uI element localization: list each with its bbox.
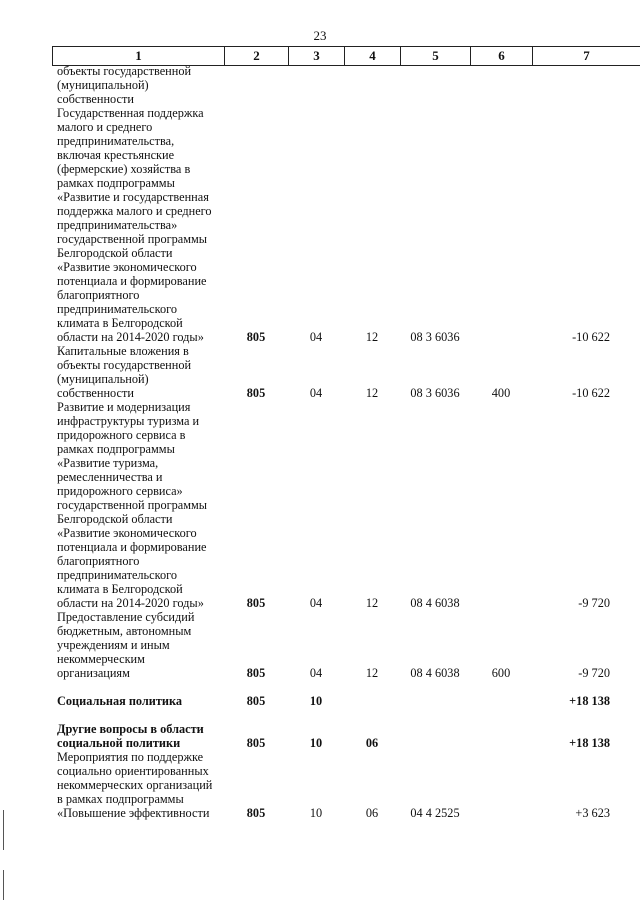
description-line: некоммерческих организаций	[57, 778, 213, 792]
cell-col-2: 805	[246, 386, 266, 400]
cell-col-5: 08 3 6036	[410, 330, 460, 344]
table-row	[52, 610, 640, 680]
description-line: социальной политики	[57, 736, 181, 750]
table-row	[52, 400, 640, 610]
description-line: некоммерческим	[57, 652, 145, 666]
description-line: Государственная поддержка	[57, 106, 204, 120]
cell-col-7: -10 622	[572, 330, 610, 344]
cell-col-6	[470, 806, 532, 820]
description-line: Белгородской области	[57, 512, 173, 526]
description-line: Мероприятия по поддержке	[57, 750, 204, 764]
cell-col-3: 04	[309, 666, 323, 680]
cell-col-3: 04	[309, 386, 323, 400]
description-line: потенциала и формирование	[57, 540, 207, 554]
description-line: «Развитие экономического	[57, 526, 197, 540]
page-number: 23	[313, 28, 327, 43]
description-line: инфраструктуры туризма и	[57, 414, 200, 428]
description-line: «Развитие туризма,	[57, 456, 159, 470]
description-line: Капитальные вложения в	[57, 344, 189, 358]
description-line: (муниципальной)	[57, 372, 149, 386]
cell-col-5	[400, 736, 470, 750]
description-line: Предоставление субсидий	[57, 610, 195, 624]
description-line: объекты государственной	[57, 64, 192, 78]
table-body	[52, 64, 640, 820]
description-line: Развитие и модернизация	[57, 400, 191, 414]
cell-col-3: 10	[309, 694, 323, 708]
cell-col-7	[532, 92, 640, 106]
header-col-6: 6	[470, 47, 532, 65]
description-line: предпринимательского	[57, 302, 178, 316]
description-line: рамках подпрограммы	[57, 176, 175, 190]
description-line: объекты государственной	[57, 358, 192, 372]
cell-col-6	[470, 330, 532, 344]
cell-col-2	[224, 92, 288, 106]
margin-mark	[3, 810, 4, 850]
table-row	[52, 722, 640, 750]
cell-col-5: 08 3 6036	[410, 386, 460, 400]
row-description	[52, 400, 225, 610]
description-line: придорожного сервиса»	[57, 484, 183, 498]
row-description	[52, 610, 225, 680]
header-col-5: 5	[400, 47, 470, 65]
header-col-1: 1	[52, 47, 224, 65]
cell-col-7: -9 720	[578, 666, 610, 680]
cell-col-6: 400	[491, 386, 511, 400]
cell-col-5	[400, 92, 470, 106]
cell-col-4: 12	[365, 596, 379, 610]
cell-col-7: +18 138	[569, 694, 610, 708]
table-row	[52, 64, 640, 106]
cell-col-6	[470, 736, 532, 750]
cell-col-4: 06	[365, 806, 379, 820]
cell-col-4: 06	[365, 736, 379, 750]
cell-col-2: 805	[246, 694, 266, 708]
cell-col-7: -10 622	[572, 386, 610, 400]
cell-col-4: 12	[365, 386, 379, 400]
description-line: малого и среднего	[57, 120, 153, 134]
description-line: (фермерские) хозяйства в	[57, 162, 191, 176]
margin-mark	[3, 870, 4, 900]
table-row	[52, 750, 640, 820]
row-description	[52, 750, 225, 820]
cell-col-5: 08 4 6038	[410, 666, 460, 680]
description-line: области на 2014-2020 годы»	[57, 596, 204, 610]
description-line: организациям	[57, 666, 130, 680]
description-line: Белгородской области	[57, 246, 173, 260]
row-description	[52, 106, 225, 344]
cell-col-5: 04 4 2525	[410, 806, 460, 820]
cell-col-3: 04	[309, 596, 323, 610]
cell-col-7: +3 623	[575, 806, 610, 820]
cell-col-3: 04	[309, 330, 323, 344]
header-col-4: 4	[344, 47, 400, 65]
description-line: Другие вопросы в области	[57, 722, 204, 736]
description-line: учреждениям и иным	[57, 638, 170, 652]
description-line: поддержка малого и среднего	[57, 204, 212, 218]
cell-col-2: 805	[246, 666, 266, 680]
cell-col-3: 10	[309, 736, 323, 750]
table-header	[52, 46, 640, 66]
description-line: «Повышение эффективности	[57, 806, 210, 820]
description-line: государственной программы	[57, 498, 208, 512]
cell-col-7: +18 138	[569, 736, 610, 750]
description-line: Социальная политика	[57, 694, 183, 708]
cell-col-5: 08 4 6038	[410, 596, 460, 610]
cell-col-6	[470, 694, 532, 708]
row-description	[52, 694, 225, 708]
cell-col-3	[288, 92, 344, 106]
cell-col-3: 10	[309, 806, 323, 820]
description-line: климата в Белгородской	[57, 316, 183, 330]
description-line: придорожного сервиса в	[57, 428, 186, 442]
description-line: области на 2014-2020 годы»	[57, 330, 204, 344]
description-line: предпринимательства»	[57, 218, 178, 232]
table-row	[52, 694, 640, 708]
description-line: собственности	[57, 92, 134, 106]
description-line: «Развитие и государственная	[57, 190, 209, 204]
cell-col-2: 805	[246, 330, 266, 344]
row-description	[52, 64, 225, 106]
description-line: социально ориентированных	[57, 764, 209, 778]
description-line: благоприятного	[57, 554, 140, 568]
description-line: предпринимательства,	[57, 134, 175, 148]
table-row	[52, 344, 640, 400]
description-line: рамках подпрограммы	[57, 442, 175, 456]
description-line: включая крестьянские	[57, 148, 175, 162]
row-description	[52, 344, 225, 400]
cell-col-4: 12	[365, 666, 379, 680]
description-line: предпринимательского	[57, 568, 178, 582]
cell-col-7: -9 720	[578, 596, 610, 610]
description-line: «Развитие экономического	[57, 260, 197, 274]
description-line: потенциала и формирование	[57, 274, 207, 288]
cell-col-2: 805	[246, 596, 266, 610]
description-line: собственности	[57, 386, 134, 400]
row-spacer	[52, 708, 640, 722]
description-line: ремесленничества и	[57, 470, 163, 484]
cell-col-2: 805	[246, 736, 266, 750]
cell-col-2: 805	[246, 806, 266, 820]
description-line: климата в Белгородской	[57, 582, 183, 596]
table-row	[52, 106, 640, 344]
cell-col-6	[470, 596, 532, 610]
cell-col-6: 600	[491, 666, 511, 680]
header-col-2: 2	[224, 47, 288, 65]
cell-col-4	[344, 92, 400, 106]
row-description	[52, 722, 225, 750]
cell-col-5	[400, 694, 470, 708]
header-col-3: 3	[288, 47, 344, 65]
cell-col-4: 12	[365, 330, 379, 344]
description-line: государственной программы	[57, 232, 208, 246]
description-line: бюджетным, автономным	[57, 624, 192, 638]
header-col-7: 7	[532, 47, 640, 65]
cell-col-4	[344, 694, 400, 708]
description-line: (муниципальной)	[57, 78, 149, 92]
row-spacer	[52, 680, 640, 694]
cell-col-6	[470, 92, 532, 106]
description-line: благоприятного	[57, 288, 140, 302]
description-line: в рамках подпрограммы	[57, 792, 184, 806]
